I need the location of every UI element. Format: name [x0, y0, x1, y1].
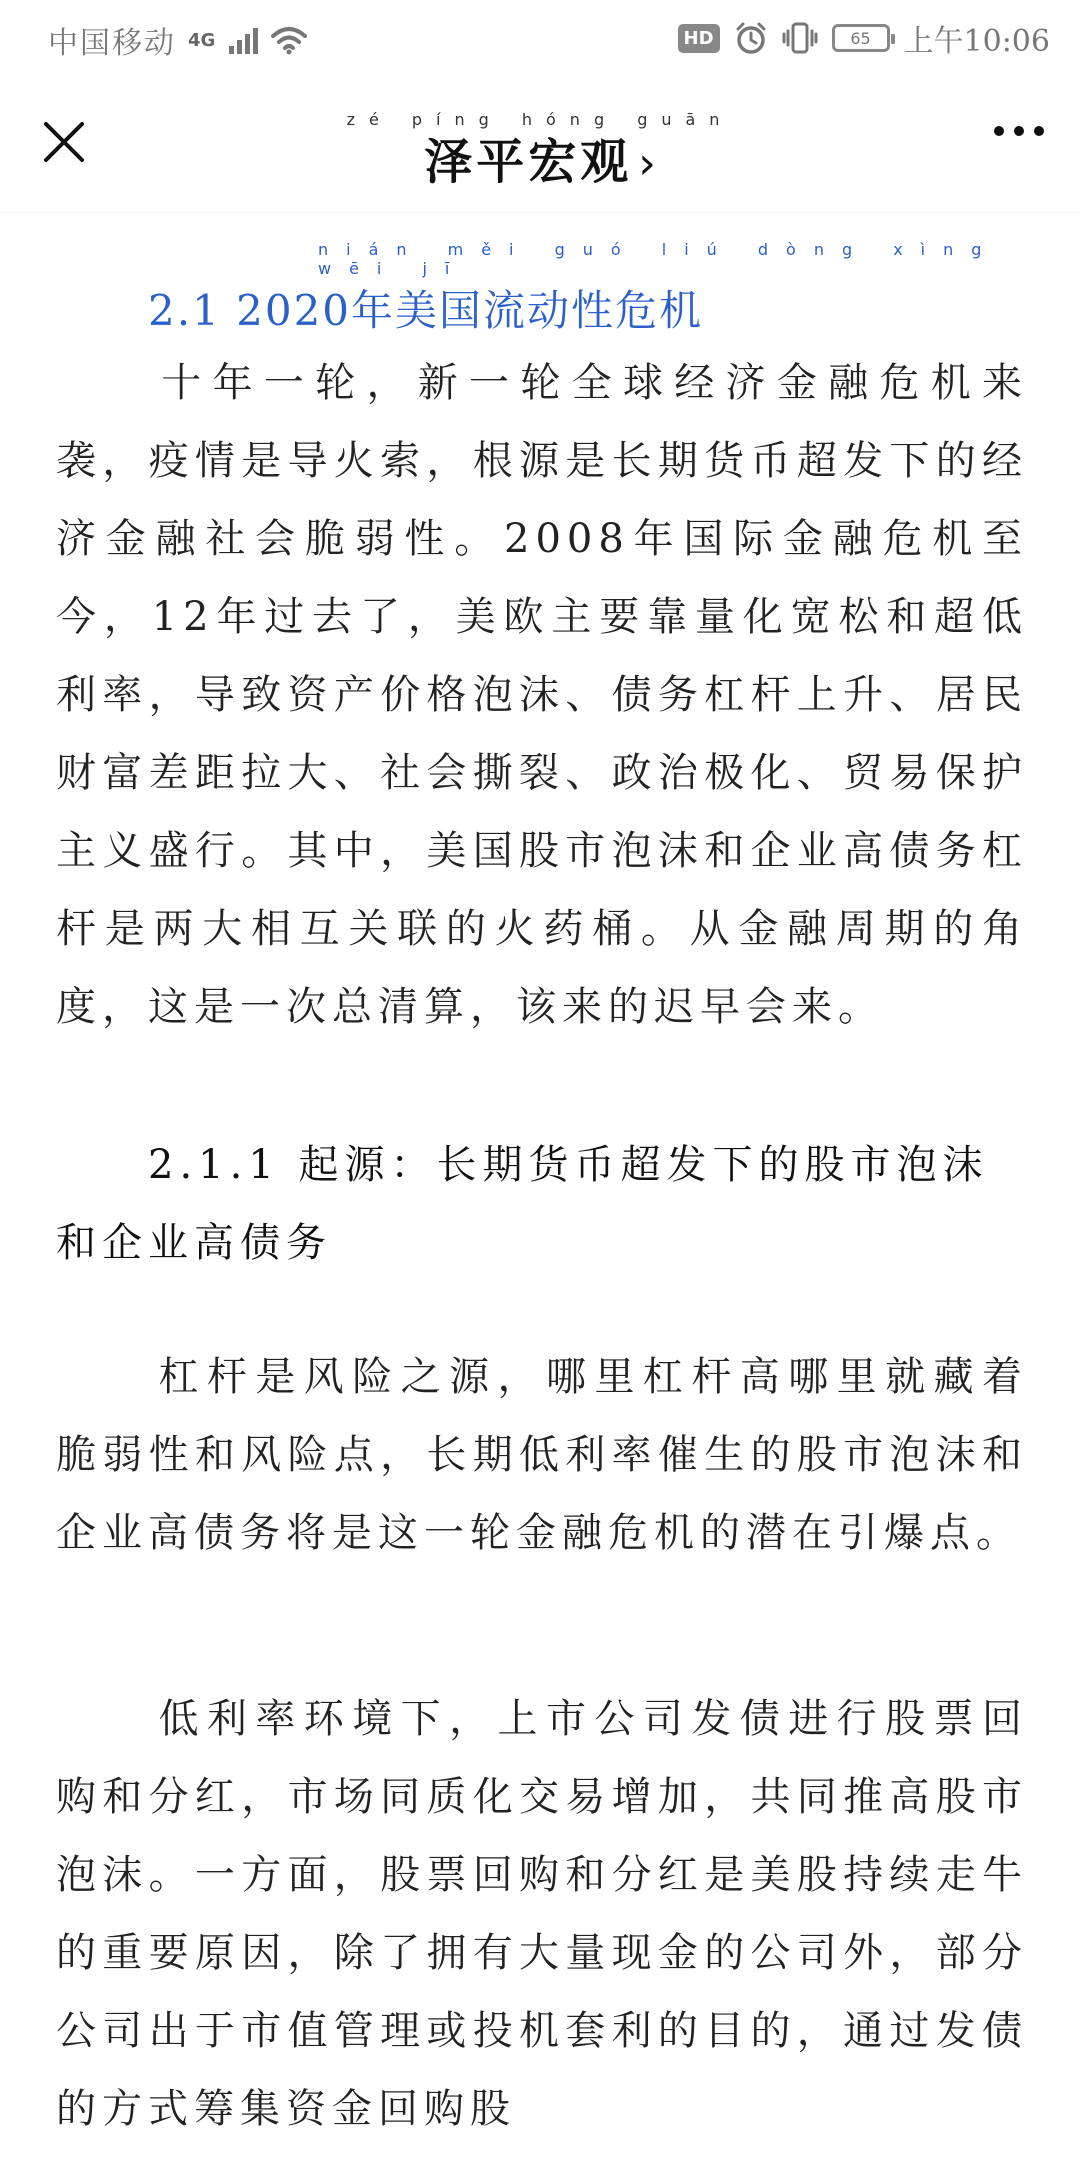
more-dot-icon: [994, 126, 1004, 136]
section-heading: [148, 240, 1080, 338]
section-heading-pinyin: nián měi guó liú dòng xìng wēi jī: [318, 240, 1000, 278]
battery-icon: [832, 24, 890, 52]
article-body: [0, 214, 1080, 2160]
more-dot-icon: [1014, 126, 1024, 136]
chevron-right-icon: ›: [638, 138, 656, 189]
more-options-button[interactable]: [994, 126, 1044, 136]
more-dot-icon: [1034, 126, 1044, 136]
title-pinyin: zé píng hóng guān: [346, 110, 734, 129]
alarm-icon: [734, 21, 768, 55]
paragraph-1-text: 十年一轮，新一轮全球经济金融危机来袭，疫情是导火索，根源是长期货币超发下的经济金融社会脆弱性。2008年国际金融危机至今，12年过去了，美欧主要靠量化宽松和超低利率，导致资产价格泡沫、债务杠杆上升、居民财富差距拉大、社会撕裂、政治极化、贸易保护主义盛行。其中，美国股市泡沫和企业高债务杠杆是两大相互关联的火药桶。从金融周期的角度，这是一次总清算，该来的迟早会来。: [56, 360, 1028, 1030]
hd-badge: HD: [678, 24, 720, 53]
status-bar: [0, 0, 1080, 80]
paragraph-3-text: 低利率环境下，上市公司发债进行股票回购和分红，市场同质化交易增加，共同推高股市泡沫。一方面，股票回购和分红是美股持续走牛的重要原因，除了拥有大量现金的公司外，部分公司出于市值管理或投机套利的目的，通过发债的方式筹集资金回购股: [56, 1696, 1028, 2132]
status-left: [48, 18, 308, 62]
paragraph-2: [56, 1338, 1028, 1572]
subsection-heading: [56, 1126, 1028, 1282]
network-type-label: 4G: [188, 29, 216, 51]
account-title[interactable]: [0, 110, 1080, 192]
page-title: 泽平宏观: [424, 134, 633, 190]
section-heading-text: 2.1 2020年美国流动性危机: [148, 286, 704, 335]
battery-level: 65: [850, 28, 871, 48]
paragraph-2-text: 杠杆是风险之源，哪里杠杆高哪里就藏着脆弱性和风险点，长期低利率催生的股市泡沫和企业高债务将是这一轮金融危机的潜在引爆点。: [56, 1354, 1028, 1556]
app-header: [0, 80, 1080, 213]
wifi-icon: [270, 25, 308, 55]
paragraph-1: [56, 344, 1028, 1046]
vibrate-icon: [782, 21, 818, 55]
carrier-label: 中国移动: [48, 26, 176, 61]
clock-label: 上午10:06: [903, 24, 1050, 59]
subsection-heading-text: 2.1.1 起源：长期货币超发下的股市泡沫和企业高债务: [56, 1142, 989, 1266]
status-right: [678, 16, 1050, 60]
paragraph-3: [56, 1680, 1028, 2148]
signal-icon: [229, 26, 258, 54]
